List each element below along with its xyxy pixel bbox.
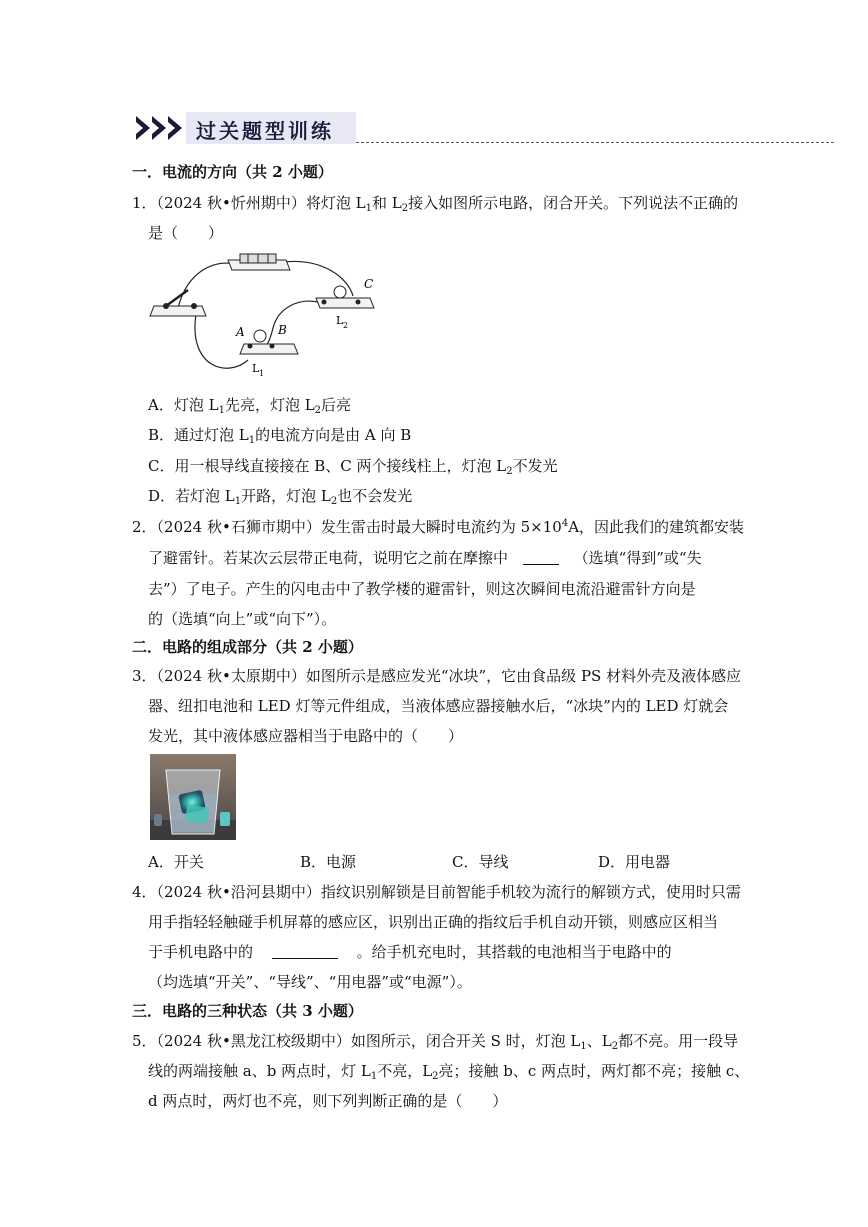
triple-arrow-icon — [134, 112, 190, 144]
svg-text:2: 2 — [343, 321, 349, 330]
svg-text:1: 1 — [259, 369, 265, 378]
ice-cube-photo — [150, 754, 236, 840]
question-2-line-2: 了避雷针。若某次云层带正电荷，说明它之前在摩擦中 （选填“得到”或“失 — [148, 549, 702, 567]
banner-dashed-rule — [356, 142, 834, 143]
q3-option-a: A．开关 — [148, 853, 204, 871]
question-3-line-3: 发光，其中液体感应器相当于电路中的（ ） — [148, 727, 464, 745]
q1-option-a: A．灯泡 $L_1$先亮，灯泡 $L_2$后亮 — [148, 396, 352, 416]
q1-option-c: C．用一根导线直接接在 B、C 两个接线柱上，灯泡 $L_2$不发光 — [148, 457, 558, 477]
q3-option-b: B．电源 — [300, 853, 357, 871]
question-4-line-3: 于手机电路中的 。给手机充电时，其搭载的电池相当于电路中的 — [148, 943, 672, 961]
label-L2: L — [336, 314, 344, 327]
question-1-line-1: 1．（2024 秋•忻州期中）将灯泡 $L_1$和 $L_2$接入如图所示电路，闭合开关。下列说法不正确的 — [132, 194, 739, 214]
question-1-line-2: 是（ ） — [148, 224, 224, 242]
banner-title: 过关题型训练 — [196, 119, 334, 143]
section-heading-2: 二．电路的组成部分（共 2 小题） — [132, 638, 363, 656]
q1-option-d: D．若灯泡 $L_1$开路，灯泡 $L_2$也不会发光 — [148, 487, 413, 507]
label-C: C — [364, 277, 374, 291]
question-4-line-4: （均选填“开关”、“导线”、“用电器”或“电源”）。 — [148, 973, 472, 991]
answer-blank-q4[interactable] — [272, 944, 338, 959]
q1-option-b: B．通过灯泡 $L_1$的电流方向是由 A 向 B — [148, 426, 412, 446]
label-B: B — [278, 323, 287, 337]
section-heading-3: 三．电路的三种状态（共 3 小题） — [132, 1002, 363, 1020]
question-4-line-2: 用手指轻轻触碰手机屏幕的感应区，识别出正确的指纹后手机自动开锁，则感应区相当 — [148, 913, 719, 931]
answer-blank-q2[interactable] — [523, 550, 559, 565]
q3-option-d: D．用电器 — [598, 853, 671, 871]
label-A: A — [236, 325, 245, 339]
question-2-line-3: 去”）了电子。产生的闪电击中了教学楼的避雷针，则这次瞬间电流沿避雷针方向是 — [148, 580, 696, 598]
question-5-line-1: 5．（2024 秋•黑龙江校级期中）如图所示，闭合开关 S 时，灯泡 $L_1$、$L_2$都不亮。用一段导 — [132, 1032, 739, 1052]
label-L1: L — [252, 362, 260, 375]
question-3-line-1: 3．（2024 秋•太原期中）如图所示是感应发光“冰块”，它由食品级 PS 材料外壳及液体感应 — [132, 667, 742, 685]
question-3-line-2: 器、纽扣电池和 LED 灯等元件组成，当液体感应器接触水后，“冰块”内的 LED 灯就会 — [148, 697, 729, 715]
section-banner — [134, 110, 834, 146]
question-2-line-4: 的（选填“向上”或“向下”）。 — [148, 610, 337, 628]
question-2-line-1: 2．（2024 秋•石狮市期中）发生雷击时最大瞬时电流约为 $5\times 10^4A$，因此我们的建筑都安装 — [132, 518, 745, 536]
question-5-line-2: 线的两端接触 a、b 两点时，灯 $L_1$不亮，$L_2$亮；接触 b、c 两点时，两灯都不亮；接触 c、 — [148, 1062, 750, 1082]
question-4-line-1: 4．（2024 秋•沿河县期中）指纹识别解锁是目前智能手机较为流行的解锁方式，使用时只需 — [132, 883, 741, 901]
question-5-line-3: d 两点时，两灯也不亮，则下列判断正确的是（ ） — [148, 1092, 508, 1110]
section-heading-1: 一．电流的方向（共 2 小题） — [132, 163, 333, 181]
q3-option-c: C．导线 — [452, 853, 509, 871]
circuit-diagram-1 — [148, 248, 378, 388]
